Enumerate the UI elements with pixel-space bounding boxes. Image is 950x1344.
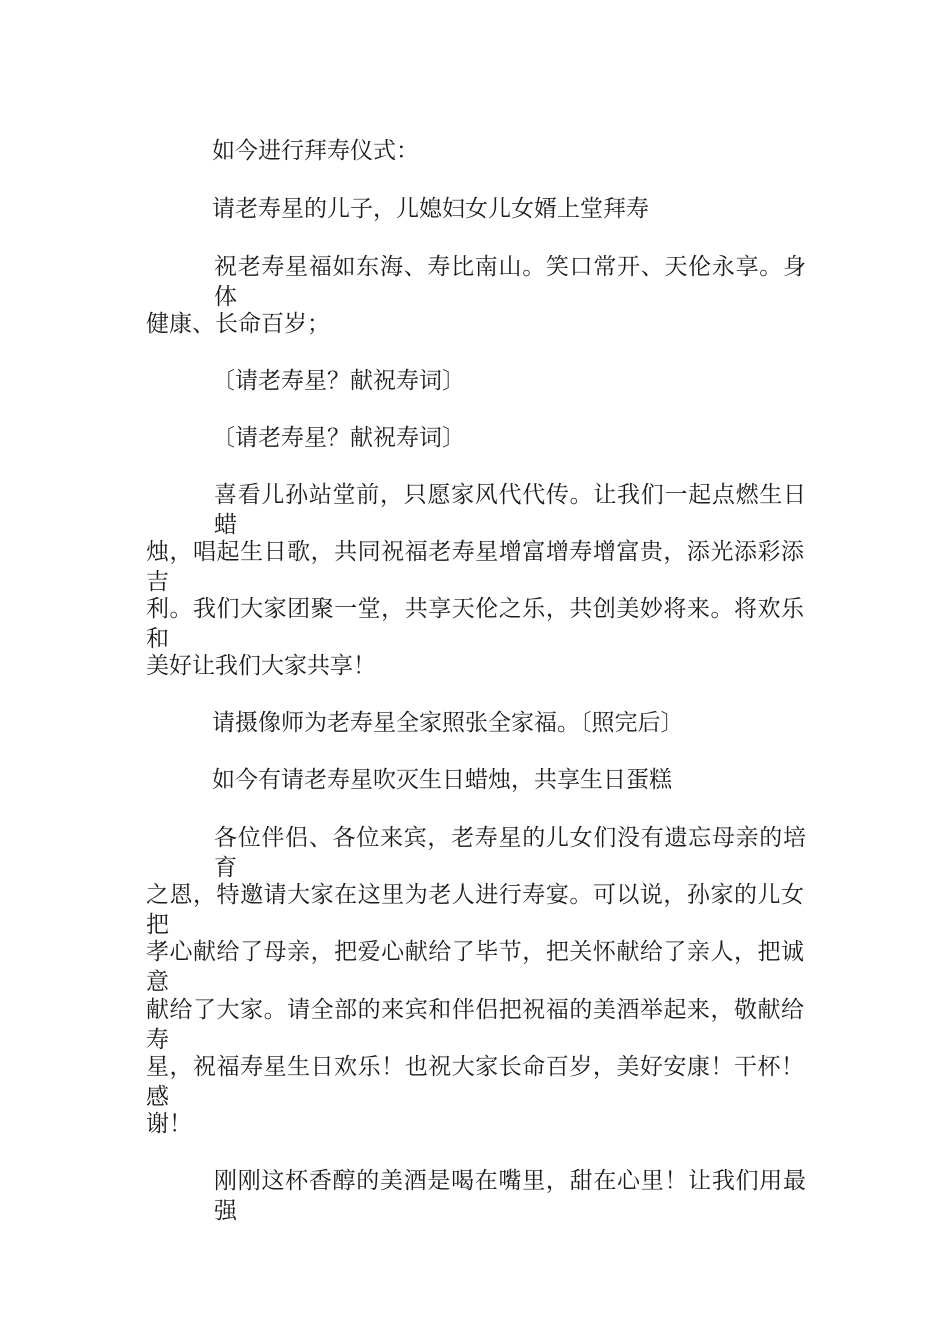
text-line: 孝心献给了母亲，把爱心献给了毕节，把关怀献给了亲人，把诚意 bbox=[146, 939, 804, 995]
text-line: 献给了大家。请全部的来宾和伴侣把祝福的美酒举起来，敬献给寿 bbox=[146, 997, 804, 1053]
text-line: 〔请老寿星？献祝寿词〕 bbox=[212, 425, 465, 451]
text-line: 星，祝福寿星生日欢乐！也祝大家长命百岁，美好安康！干杯！感 bbox=[146, 1054, 804, 1110]
text-line: 烛，唱起生日歌，共同祝福老寿星增富增寿增富贵，添光添彩添吉 bbox=[146, 539, 804, 595]
text-line: 祝老寿星福如东海、寿比南山。笑口常开、天伦永享。身体 bbox=[214, 254, 806, 310]
text-line: 如今有请老寿星吹灭生日蜡烛，共享生日蛋糕 bbox=[212, 767, 672, 793]
text-line: 健康、长命百岁； bbox=[146, 311, 330, 337]
text-line: 喜看儿孙站堂前，只愿家风代代传。让我们一起点燃生日蜡 bbox=[214, 482, 806, 538]
text-line: 刚刚这杯香醇的美酒是喝在嘴里，甜在心里！让我们用最强 bbox=[214, 1168, 806, 1224]
text-line: 利。我们大家团聚一堂，共享天伦之乐，共创美妙将来。将欢乐和 bbox=[146, 596, 804, 652]
text-line: 如今进行拜寿仪式： bbox=[212, 138, 419, 164]
text-line: 美好让我们大家共享！ bbox=[146, 653, 376, 679]
text-line: 各位伴侣、各位来宾，老寿星的儿女们没有遗忘母亲的培育 bbox=[214, 825, 806, 881]
text-line: 〔请老寿星？献祝寿词〕 bbox=[212, 368, 465, 394]
text-line: 请老寿星的儿子，儿媳妇女儿女婿上堂拜寿 bbox=[212, 196, 649, 222]
text-line: 谢！ bbox=[146, 1111, 192, 1137]
text-line: 请摄像师为老寿星全家照张全家福。〔照完后〕 bbox=[212, 710, 684, 736]
text-line: 之恩，特邀请大家在这里为老人进行寿宴。可以说，孙家的儿女把 bbox=[146, 882, 804, 938]
